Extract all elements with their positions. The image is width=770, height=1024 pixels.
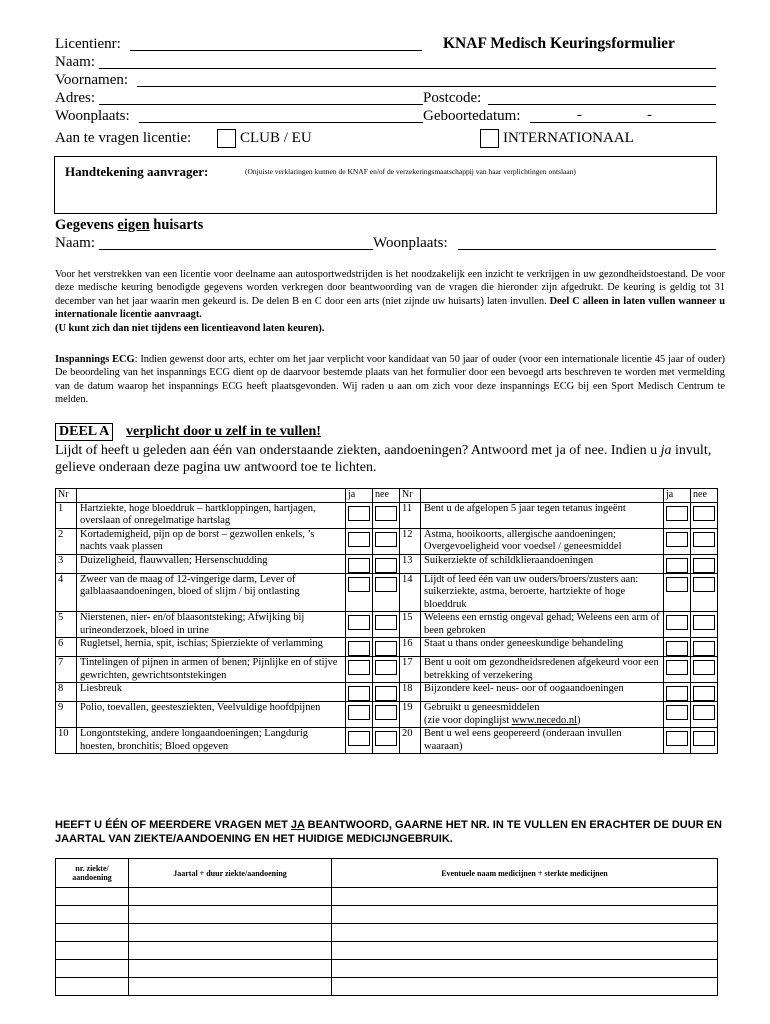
med-table-row xyxy=(56,942,718,960)
answer-nee xyxy=(373,502,400,528)
intro-bold-note: (U kunt zich dan niet tijdens een licentieavond laten keuren). xyxy=(55,322,325,334)
question-text: Tintelingen of pijnen in armen of benen; Pijnlijke en of stijve gewrichten, gewrichtsontstekingen xyxy=(77,657,346,683)
question-text: Weleens een ernstig ongeval gehad; Weleens een arm of been gebroken xyxy=(421,612,664,638)
med-table-cell[interactable] xyxy=(332,942,718,960)
table-row xyxy=(56,728,718,754)
postcode-input-line[interactable] xyxy=(488,104,716,105)
med-table-cell[interactable] xyxy=(129,942,332,960)
med-table-cell[interactable] xyxy=(56,960,129,978)
question-number: 8 xyxy=(56,683,77,702)
med-table-cell[interactable] xyxy=(56,942,129,960)
med-table-cell[interactable] xyxy=(129,924,332,942)
answer-ja-checkbox[interactable] xyxy=(666,506,688,521)
question-text: Lijdt of leed één van uw ouders/broers/zusters aan: suikerziekte, astma, beroerte, hartziekte of hoge bloeddruk xyxy=(421,573,664,612)
answer-nee-checkbox[interactable] xyxy=(375,615,397,630)
answer-ja-checkbox[interactable] xyxy=(666,686,688,701)
answer-nee xyxy=(691,702,718,728)
med-table-cell[interactable] xyxy=(129,960,332,978)
answer-nee-checkbox[interactable] xyxy=(693,731,715,746)
question-number: 7 xyxy=(56,657,77,683)
question-number: 6 xyxy=(56,638,77,657)
answer-ja-checkbox[interactable] xyxy=(666,641,688,656)
answer-nee xyxy=(691,728,718,754)
answer-nee xyxy=(373,554,400,573)
answer-ja xyxy=(346,528,373,554)
intro-paragraph xyxy=(55,268,725,335)
huisarts-woonplaats-label: Woonplaats: xyxy=(373,235,448,251)
question-text-line: Gebruikt u geneesmiddelen xyxy=(424,702,540,713)
question-text: Kortademigheid, pijn op de borst – gezwollen enkels, ’s nachts vaak plassen xyxy=(77,528,346,554)
deel-a-question xyxy=(55,442,727,476)
answer-nee-checkbox[interactable] xyxy=(693,686,715,701)
answer-ja xyxy=(664,554,691,573)
table-header-row xyxy=(56,489,718,503)
medication-table xyxy=(55,858,718,996)
woonplaats-input-line[interactable] xyxy=(139,122,423,123)
question-text xyxy=(421,702,664,728)
question-text: Rugletsel, hernia, spit, ischias; Spierziekte of verlamming xyxy=(77,638,346,657)
instruction-text xyxy=(55,818,725,846)
med-table-cell[interactable] xyxy=(129,978,332,996)
internationaal-label: INTERNATIONAAL xyxy=(503,130,634,146)
answer-ja-checkbox[interactable] xyxy=(348,731,370,746)
ecg-paragraph xyxy=(55,353,725,407)
question-number: 20 xyxy=(400,728,421,754)
answer-ja-checkbox[interactable] xyxy=(666,731,688,746)
answer-nee-checkbox[interactable] xyxy=(375,686,397,701)
licentienr-input-line[interactable] xyxy=(130,50,422,51)
question-text: Bijzondere keel- neus- oor of oogaandoeningen xyxy=(421,683,664,702)
table-row xyxy=(56,502,718,528)
answer-nee-checkbox[interactable] xyxy=(375,506,397,521)
questions-table xyxy=(55,488,718,754)
ecg-text: : Indien gewenst door arts, echter om het jaar verplicht voor kandidaat van 50 jaar of ouder (voor een internationale licentie 45 jaar of ouder) De beoordeling van het inspannings ECG dient op de daarvoor bestemde plaats van het formulier door een bevoegd arts beschreven te worden met vermelding van de datum waarop het inspannings ECG heeft plaatsgevonden. Wij raden u aan om zich voor deze inspannings ECG bij een Sport Medisch Centrum te melden. xyxy=(55,354,725,406)
answer-nee xyxy=(373,573,400,612)
question-number: 3 xyxy=(56,554,77,573)
naam-input-line[interactable] xyxy=(99,68,716,69)
med-header-row xyxy=(56,859,718,888)
intro-bold-deel-c: Deel C alleen in laten vullen wanneer u internationale licentie aanvraagt. xyxy=(55,295,725,321)
question-number: 16 xyxy=(400,638,421,657)
date-separator: - xyxy=(647,107,652,123)
answer-ja-checkbox[interactable] xyxy=(666,615,688,630)
question-number: 10 xyxy=(56,728,77,754)
table-row xyxy=(56,573,718,612)
geboortedatum-input-line[interactable] xyxy=(530,122,716,123)
table-row xyxy=(56,612,718,638)
ecg-label: Inspannings ECG xyxy=(55,354,135,365)
med-table-cell[interactable] xyxy=(332,906,718,924)
question-number: 2 xyxy=(56,528,77,554)
answer-nee-checkbox[interactable] xyxy=(693,615,715,630)
date-separator: - xyxy=(577,107,582,123)
answer-nee-checkbox[interactable] xyxy=(693,506,715,521)
question-number: 9 xyxy=(56,702,77,728)
answer-nee xyxy=(691,554,718,573)
question-text: Duizeligheid, flauwvallen; Hersenschudding xyxy=(77,554,346,573)
answer-nee-checkbox[interactable] xyxy=(375,641,397,656)
answer-nee-checkbox[interactable] xyxy=(375,731,397,746)
instruction-ja: JA xyxy=(290,819,305,831)
adres-input-line[interactable] xyxy=(99,104,423,105)
question-text: Nierstenen, nier- en/of blaasontsteking; Afwijking bij urineonderzoek, bloed in urine xyxy=(77,612,346,638)
licentie-row xyxy=(55,130,191,147)
question-number: 14 xyxy=(400,573,421,612)
question-text-line: (zie voor dopinglijst xyxy=(424,714,512,726)
question-text: Staat u thans onder geneeskundige behandeling xyxy=(421,638,664,657)
med-table-cell[interactable] xyxy=(332,960,718,978)
question-text: Longontsteking, andere longaandoeningen; Langdurig hoesten, bronchitis; Bloed opgeven xyxy=(77,728,346,754)
question-number: 11 xyxy=(400,502,421,528)
question-number: 19 xyxy=(400,702,421,728)
med-table-cell[interactable] xyxy=(129,906,332,924)
woonplaats-label: Woonplaats: xyxy=(55,108,130,124)
question-number: 5 xyxy=(56,612,77,638)
form-title: KNAF Medisch Keuringsformulier xyxy=(443,35,675,52)
med-table-cell[interactable] xyxy=(332,888,718,906)
huisarts-title-eigen: eigen xyxy=(117,217,150,233)
col-nee-header: nee xyxy=(691,489,718,503)
table-row xyxy=(56,683,718,702)
table-row xyxy=(56,702,718,728)
answer-ja-checkbox[interactable] xyxy=(348,558,370,573)
answer-ja xyxy=(346,502,373,528)
answer-ja xyxy=(346,612,373,638)
answer-nee-checkbox[interactable] xyxy=(693,641,715,656)
huisarts-naam-label: Naam: xyxy=(55,235,95,251)
med-col-nr: nr. ziekte/ aandoening xyxy=(56,859,129,888)
answer-ja-checkbox[interactable] xyxy=(348,641,370,656)
answer-ja xyxy=(664,657,691,683)
question-text: Bent u de afgelopen 5 jaar tegen tetanus ingeënt xyxy=(421,502,664,528)
answer-ja-checkbox[interactable] xyxy=(348,705,370,720)
answer-ja-checkbox[interactable] xyxy=(666,577,688,592)
answer-nee-checkbox[interactable] xyxy=(693,532,715,547)
huisarts-title xyxy=(55,217,203,234)
answer-nee xyxy=(373,683,400,702)
med-table-cell[interactable] xyxy=(56,888,129,906)
answer-ja xyxy=(664,612,691,638)
answer-ja xyxy=(664,728,691,754)
answer-nee-checkbox[interactable] xyxy=(693,577,715,592)
med-table-cell[interactable] xyxy=(129,888,332,906)
table-row xyxy=(56,528,718,554)
med-table-cell[interactable] xyxy=(332,924,718,942)
med-table-row xyxy=(56,906,718,924)
intro-text: Voor het verstrekken van een licentie voor deelname aan autosportwedstrijden is het noodzakelijk een inzicht te verkrijgen in uw gezondheidstoestand. De voor deze medische keuring benodigde gegevens worden verkregen door beantwoording van de vragen die hieronder zijn afgedrukt. De keuring is geldig tot 31 december van het jaar waarin men gekeurd is. De delen B en C door een arts (niet zijnde uw huisarts) laten invullen. xyxy=(55,269,725,307)
table-row xyxy=(56,554,718,573)
instruction-post: BEANTWOORD, GAARNE HET NR. IN TE VULLEN EN ERACHTER DE DUUR EN JAARTAL VAN ZIEKTE/AANDOENING EN HET HUIDIGE MEDICIJNGEBRUIK. xyxy=(55,819,722,845)
question-number: 1 xyxy=(56,502,77,528)
med-col-medicijnen: Eventuele naam medicijnen + sterkte medicijnen xyxy=(332,859,718,888)
answer-ja xyxy=(664,502,691,528)
answer-ja-checkbox[interactable] xyxy=(348,532,370,547)
question-text: Liesbreuk xyxy=(77,683,346,702)
question-post: invult, gelieve onderaan deze pagina uw antwoord toe te lichten. xyxy=(55,443,712,475)
answer-nee xyxy=(691,683,718,702)
answer-ja-checkbox[interactable] xyxy=(666,660,688,675)
answer-ja xyxy=(664,702,691,728)
table-row xyxy=(56,657,718,683)
signature-label: Handtekening aanvrager: xyxy=(65,164,209,179)
med-col-jaartal: Jaartal + duur ziekte/aandoening xyxy=(129,859,332,888)
question-text: Bent u ooit om gezondheidsredenen afgekeurd voor een betrekking of verzekering xyxy=(421,657,664,683)
answer-nee xyxy=(691,638,718,657)
table-row xyxy=(56,638,718,657)
answer-nee xyxy=(691,657,718,683)
answer-ja xyxy=(664,638,691,657)
postcode-label: Postcode: xyxy=(423,90,482,106)
instruction-pre: HEEFT U ÉÉN OF MEERDERE VRAGEN MET xyxy=(55,819,291,831)
internationaal-checkbox[interactable] xyxy=(480,129,499,148)
voornamen-input-line[interactable] xyxy=(137,86,716,87)
answer-ja-checkbox[interactable] xyxy=(348,686,370,701)
naam-label: Naam: xyxy=(55,54,95,70)
huisarts-title-post: huisarts xyxy=(149,217,204,233)
answer-nee-checkbox[interactable] xyxy=(693,558,715,573)
answer-nee xyxy=(691,612,718,638)
signature-box[interactable] xyxy=(54,156,717,214)
club-eu-label: CLUB / EU xyxy=(240,130,312,146)
answer-ja xyxy=(346,728,373,754)
med-table-cell[interactable] xyxy=(332,978,718,996)
answer-nee-checkbox[interactable] xyxy=(375,532,397,547)
answer-ja xyxy=(346,554,373,573)
answer-ja xyxy=(664,528,691,554)
answer-nee-checkbox[interactable] xyxy=(693,660,715,675)
signature-note: (Onjuiste verklaringen kunnen de KNAF en/of de verzekeringsmaatschappij van haar verplichtingen ontslaan) xyxy=(245,167,576,176)
answer-ja xyxy=(346,702,373,728)
answer-ja xyxy=(346,683,373,702)
question-number: 13 xyxy=(400,554,421,573)
question-text-line: ) xyxy=(577,714,581,726)
geboortedatum-label: Geboortedatum: xyxy=(423,108,521,124)
med-table-cell[interactable] xyxy=(56,978,129,996)
answer-ja xyxy=(346,657,373,683)
answer-ja xyxy=(664,683,691,702)
answer-nee xyxy=(691,528,718,554)
med-table-row xyxy=(56,888,718,906)
question-text: Hartziekte, hoge bloeddruk – hartkloppingen, hartjagen, overslaan of onregelmatige hartslag xyxy=(77,502,346,528)
huisarts-naam-input-line[interactable] xyxy=(99,249,373,250)
dopinglijst-link[interactable]: www.necedo.nl xyxy=(511,714,577,726)
answer-nee xyxy=(691,502,718,528)
question-text: Astma, hooikoorts, allergische aandoeningen; Overgevoeligheid voor voedsel / geneesmiddel xyxy=(421,528,664,554)
answer-ja-checkbox[interactable] xyxy=(348,577,370,592)
question-number: 18 xyxy=(400,683,421,702)
answer-nee xyxy=(373,612,400,638)
answer-nee-checkbox[interactable] xyxy=(375,705,397,720)
answer-ja-checkbox[interactable] xyxy=(666,558,688,573)
question-ja: ja xyxy=(660,443,672,458)
answer-ja-checkbox[interactable] xyxy=(348,615,370,630)
huisarts-woonplaats-input-line[interactable] xyxy=(458,249,716,250)
huisarts-title-pre: Gegevens xyxy=(55,217,118,233)
col-nr-header: Nr xyxy=(400,489,421,503)
question-text: Suikerziekte of schildklieraandoeningen xyxy=(421,554,664,573)
question-text: Zweer van de maag of 12-vingerige darm, Lever of galblaasaandoeningen, bloed of slijm / bij ontlasting xyxy=(77,573,346,612)
answer-ja xyxy=(664,573,691,612)
licentienr-label: Licentienr: xyxy=(55,36,121,52)
question-number: 4 xyxy=(56,573,77,612)
med-table-row xyxy=(56,924,718,942)
answer-nee-checkbox[interactable] xyxy=(693,705,715,720)
answer-nee xyxy=(373,657,400,683)
col-nee-header: nee xyxy=(373,489,400,503)
med-table-row xyxy=(56,960,718,978)
question-text: Polio, toevallen, geestesziekten, Veelvuldige hoofdpijnen xyxy=(77,702,346,728)
col-text-header xyxy=(421,489,664,503)
question-number: 12 xyxy=(400,528,421,554)
med-table-row xyxy=(56,978,718,996)
answer-ja-checkbox[interactable] xyxy=(666,532,688,547)
med-table-cell[interactable] xyxy=(56,924,129,942)
voornamen-label: Voornamen: xyxy=(55,72,129,88)
answer-nee-checkbox[interactable] xyxy=(375,577,397,592)
adres-label: Adres: xyxy=(55,90,95,106)
col-text-header xyxy=(77,489,346,503)
answer-nee-checkbox[interactable] xyxy=(375,558,397,573)
question-number: 15 xyxy=(400,612,421,638)
deel-a-subtitle: verplicht door u zelf in te vullen! xyxy=(126,424,321,439)
col-ja-header: ja xyxy=(346,489,373,503)
answer-nee xyxy=(373,702,400,728)
deel-a-label: DEEL A xyxy=(55,423,113,441)
answer-ja-checkbox[interactable] xyxy=(348,506,370,521)
question-pre: Lijdt of heeft u geleden aan één van onderstaande ziekten, aandoeningen? Antwoord met ja of nee. Indien u xyxy=(55,443,661,458)
answer-ja xyxy=(346,638,373,657)
answer-nee xyxy=(691,573,718,612)
licentie-label: Aan te vragen licentie: xyxy=(55,130,192,146)
licentienr-row xyxy=(55,36,121,53)
club-eu-checkbox[interactable] xyxy=(217,129,236,148)
answer-ja-checkbox[interactable] xyxy=(666,705,688,720)
col-nr-header: Nr xyxy=(56,489,77,503)
col-ja-header: ja xyxy=(664,489,691,503)
answer-ja-checkbox[interactable] xyxy=(348,660,370,675)
question-text: Bent u wel eens geopereerd (onderaan invullen waaraan) xyxy=(421,728,664,754)
answer-nee xyxy=(373,728,400,754)
question-number: 17 xyxy=(400,657,421,683)
answer-nee xyxy=(373,528,400,554)
med-table-cell[interactable] xyxy=(56,906,129,924)
answer-ja xyxy=(346,573,373,612)
answer-nee-checkbox[interactable] xyxy=(375,660,397,675)
answer-nee xyxy=(373,638,400,657)
